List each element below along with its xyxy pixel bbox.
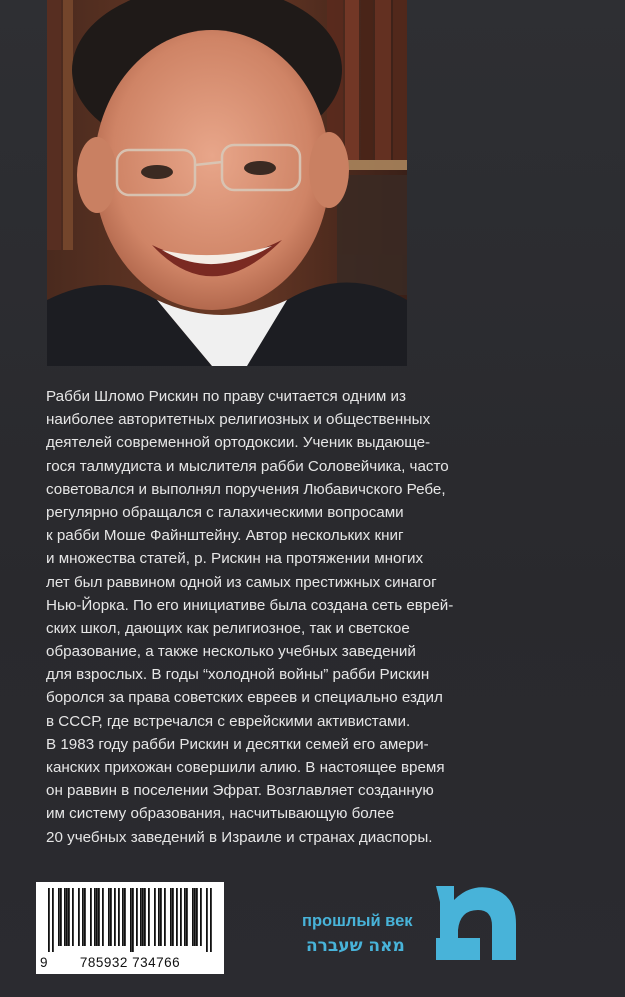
bio-line: наиболее авторитетных религиозных и общественных [46,411,431,429]
bio-line: и множества статей, р. Рискин на протяжении многих [46,550,424,568]
bio-line: Рабби Шломо Рискин по праву считается одним из [46,388,406,405]
bio-line: В 1983 году рабби Рискин и десятки семей его амери- [46,735,429,753]
bio-line: образование, а также несколько учебных заведений [46,643,416,661]
bio-line: к рабби Моше Файнштейну. Автор нескольких книг [46,527,404,545]
isbn-digits: 785932 734766 [79,955,181,970]
bio-line: гося талмудиста и мыслителя рабби Соловейчика, часто [46,457,449,475]
bio-line: регулярно обращался с галахическими вопросами [46,503,404,521]
barcode-bars [48,888,212,952]
series-name-russian: прошлый век [302,912,413,930]
bio-line: боролся за права советских евреев и специально ездил [46,689,443,707]
isbn-barcode [36,882,224,974]
isbn-number [36,955,224,970]
series-name-hebrew: מאה שעברה [306,936,405,956]
bio-line: в СССР, где встречался с еврейскими активистами. [46,712,411,730]
bio-line: деятелей современной ортодоксии. Ученик выдающе- [46,434,431,452]
publisher-logo [430,880,522,964]
author-photo [47,0,407,366]
bio-line: ских школ, дающих как религиозное, так и светское [46,619,410,637]
bio-line: 20 учебных заведений в Израиле и странах диаспоры. [46,828,433,846]
bio-line: для взрослых. В годы “холодной войны” рабби Рискин [46,666,430,684]
author-bio [46,385,454,849]
bio-line: он раввин в поселении Эфрат. Возглавляет созданную [46,782,434,800]
bio-line: лет был раввином одной из самых престижных синагог [46,573,437,591]
bio-line: канских прихожан совершили алию. В настоящее время [46,759,445,776]
bio-line: им систему образования, насчитывающую более [46,805,395,823]
bio-line: советовался и выполнял поручения Любавичского Ребе, [46,480,446,498]
isbn-first-digit: 9 [40,955,49,970]
bio-line: Нью-Йорка. По его инициативе была создана сеть еврей- [46,596,454,614]
